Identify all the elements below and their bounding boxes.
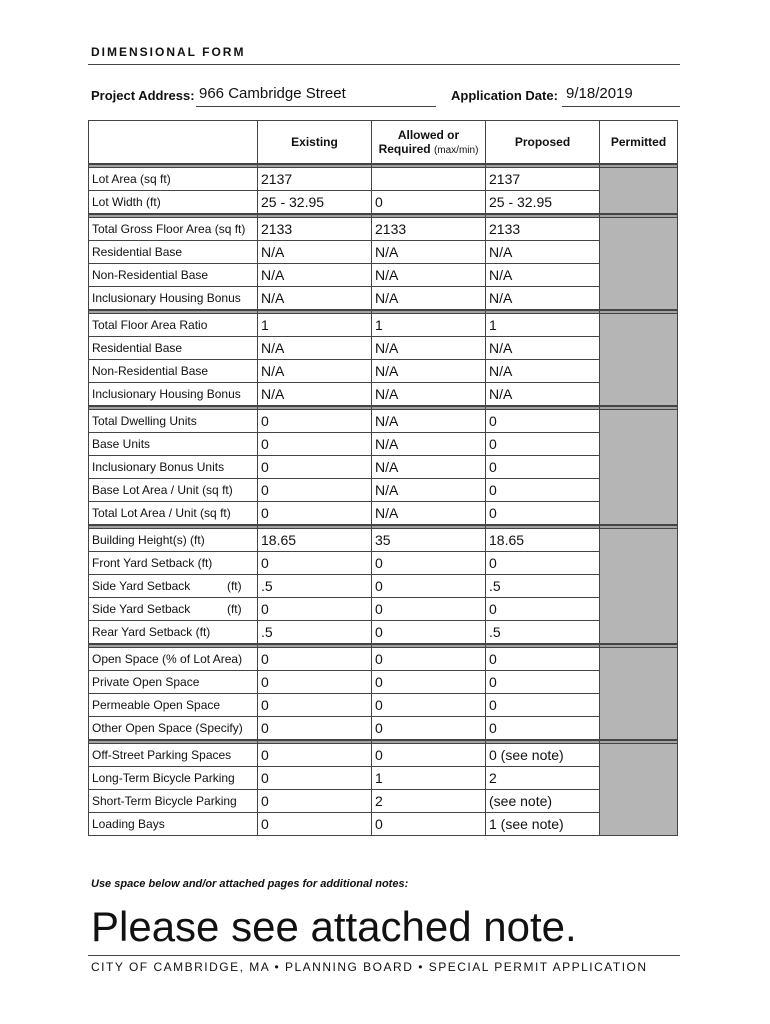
proposed-value[interactable]: 0 [486, 598, 600, 621]
existing-value[interactable]: 0 [258, 671, 372, 694]
proposed-value[interactable]: .5 [486, 575, 600, 598]
existing-value[interactable]: 0 [258, 744, 372, 767]
permitted-cell [600, 218, 678, 310]
row-label: Total Floor Area Ratio [89, 314, 258, 337]
proposed-value[interactable]: N/A [486, 241, 600, 264]
row-label: Front Yard Setback (ft) [89, 552, 258, 575]
table-row [89, 671, 678, 694]
allowed-value[interactable]: N/A [372, 337, 486, 360]
notes-text[interactable]: Please see attached note. [91, 903, 577, 950]
bottom-rule [88, 955, 680, 956]
existing-value[interactable]: 25 - 32.95 [258, 191, 372, 214]
table-row [89, 694, 678, 717]
row-label: Short-Term Bicycle Parking [89, 790, 258, 813]
allowed-column-header [372, 121, 486, 164]
proposed-value[interactable]: (see note) [486, 790, 600, 813]
proposed-value[interactable]: 1 (see note) [486, 813, 600, 836]
blank-header-cell [89, 121, 258, 164]
existing-value[interactable]: N/A [258, 383, 372, 406]
allowed-value[interactable]: 2 [372, 790, 486, 813]
proposed-value[interactable]: 0 [486, 433, 600, 456]
allowed-value[interactable]: N/A [372, 456, 486, 479]
proposed-value[interactable]: N/A [486, 337, 600, 360]
permitted-cell [600, 314, 678, 406]
allowed-value[interactable]: 1 [372, 767, 486, 790]
table-row [89, 241, 678, 264]
allowed-value[interactable]: 0 [372, 575, 486, 598]
existing-value[interactable]: 2137 [258, 168, 372, 191]
existing-value[interactable]: 18.65 [258, 529, 372, 552]
proposed-column-header: Proposed [486, 121, 600, 164]
permitted-cell [600, 410, 678, 525]
existing-value[interactable]: 0 [258, 433, 372, 456]
row-label: Residential Base [89, 337, 258, 360]
row-label: Total Gross Floor Area (sq ft) [89, 218, 258, 241]
project-address-underline [196, 106, 436, 107]
row-label: Side Yard Setback (ft) [89, 598, 258, 621]
table-row [89, 767, 678, 790]
table-row [89, 575, 678, 598]
table-row [89, 552, 678, 575]
row-label: Inclusionary Housing Bonus [89, 287, 258, 310]
permitted-cell [600, 529, 678, 644]
table-row [89, 264, 678, 287]
permitted-cell [600, 168, 678, 214]
table-row [89, 790, 678, 813]
existing-value[interactable]: N/A [258, 241, 372, 264]
row-label: Total Dwelling Units [89, 410, 258, 433]
row-label: Long-Term Bicycle Parking [89, 767, 258, 790]
row-label: Open Space (% of Lot Area) [89, 648, 258, 671]
existing-column-header: Existing [258, 121, 372, 164]
row-label: Non-Residential Base [89, 360, 258, 383]
allowed-value[interactable]: 0 [372, 694, 486, 717]
allowed-value[interactable]: 0 [372, 671, 486, 694]
existing-value[interactable]: .5 [258, 575, 372, 598]
footer-text: CITY OF CAMBRIDGE, MA • PLANNING BOARD • SPECIAL PERMIT APPLICATION [91, 960, 648, 974]
table-row [89, 648, 678, 671]
table-row [89, 598, 678, 621]
proposed-value[interactable]: N/A [486, 287, 600, 310]
table-row [89, 314, 678, 337]
table-row [89, 744, 678, 767]
permitted-cell [600, 744, 678, 836]
allowed-value[interactable]: 0 [372, 813, 486, 836]
existing-value[interactable]: N/A [258, 337, 372, 360]
proposed-value[interactable]: 0 [486, 694, 600, 717]
row-label: Rear Yard Setback (ft) [89, 621, 258, 644]
table-row [89, 287, 678, 310]
proposed-value[interactable]: N/A [486, 360, 600, 383]
form-title: DIMENSIONAL FORM [91, 45, 246, 59]
existing-value[interactable]: 1 [258, 314, 372, 337]
table-row [89, 529, 678, 552]
allowed-value[interactable]: 0 [372, 744, 486, 767]
allowed-value[interactable]: N/A [372, 241, 486, 264]
table-row [89, 191, 678, 214]
table-row [89, 360, 678, 383]
existing-value[interactable]: N/A [258, 264, 372, 287]
existing-value[interactable]: 0 [258, 410, 372, 433]
row-label: Side Yard Setback (ft) [89, 575, 258, 598]
row-label: Off-Street Parking Spaces [89, 744, 258, 767]
existing-value[interactable]: 0 [258, 479, 372, 502]
allowed-header-sub: (max/min) [433, 145, 479, 156]
table-row [89, 813, 678, 836]
existing-value[interactable]: .5 [258, 621, 372, 644]
application-date-underline [562, 106, 680, 107]
allowed-value[interactable]: 0 [372, 552, 486, 575]
allowed-header-line1: Allowed or [397, 128, 460, 142]
table-row [89, 717, 678, 740]
permitted-column-header: Permitted [600, 121, 678, 164]
table-row [89, 456, 678, 479]
existing-value[interactable]: N/A [258, 287, 372, 310]
table-row [89, 218, 678, 241]
existing-value[interactable]: 0 [258, 767, 372, 790]
existing-value[interactable]: 0 [258, 790, 372, 813]
row-label: Base Units [89, 433, 258, 456]
existing-value[interactable]: 0 [258, 717, 372, 740]
allowed-value[interactable]: N/A [372, 264, 486, 287]
existing-value[interactable]: 0 [258, 456, 372, 479]
existing-value[interactable]: 0 [258, 502, 372, 525]
row-label: Other Open Space (Specify) [89, 717, 258, 740]
proposed-value[interactable]: 0 (see note) [486, 744, 600, 767]
dimensional-table [88, 120, 678, 836]
allowed-value[interactable]: 0 [372, 191, 486, 214]
table-row [89, 337, 678, 360]
proposed-value[interactable]: 0 [486, 671, 600, 694]
proposed-value[interactable]: 2 [486, 767, 600, 790]
row-label: Building Height(s) (ft) [89, 529, 258, 552]
allowed-value[interactable]: 0 [372, 621, 486, 644]
existing-value[interactable]: 0 [258, 813, 372, 836]
row-label: Inclusionary Bonus Units [89, 456, 258, 479]
allowed-value[interactable] [372, 168, 486, 191]
proposed-value[interactable]: N/A [486, 264, 600, 287]
row-label: Total Lot Area / Unit (sq ft) [89, 502, 258, 525]
row-label: Residential Base [89, 241, 258, 264]
project-address-field[interactable]: 966 Cambridge Street [199, 85, 346, 102]
table-row [89, 502, 678, 525]
proposed-value[interactable]: 0 [486, 410, 600, 433]
existing-value[interactable]: 2133 [258, 218, 372, 241]
proposed-value[interactable]: N/A [486, 383, 600, 406]
allowed-value[interactable]: 0 [372, 598, 486, 621]
proposed-value[interactable]: 2137 [486, 168, 600, 191]
row-label: Lot Width (ft) [89, 191, 258, 214]
existing-value[interactable]: 0 [258, 552, 372, 575]
proposed-value[interactable]: 18.65 [486, 529, 600, 552]
allowed-value[interactable]: N/A [372, 287, 486, 310]
table-row [89, 383, 678, 406]
table-row [89, 433, 678, 456]
proposed-value[interactable]: 0 [486, 717, 600, 740]
existing-value[interactable]: 0 [258, 694, 372, 717]
row-label: Lot Area (sq ft) [89, 168, 258, 191]
existing-value[interactable]: 0 [258, 648, 372, 671]
proposed-value[interactable]: 0 [486, 648, 600, 671]
allowed-value[interactable]: 0 [372, 717, 486, 740]
table-row [89, 479, 678, 502]
existing-value[interactable]: 0 [258, 598, 372, 621]
allowed-value[interactable]: 2133 [372, 218, 486, 241]
proposed-value[interactable]: 0 [486, 456, 600, 479]
row-label: Non-Residential Base [89, 264, 258, 287]
row-label: Base Lot Area / Unit (sq ft) [89, 479, 258, 502]
allowed-value[interactable]: N/A [372, 410, 486, 433]
proposed-value[interactable]: 0 [486, 552, 600, 575]
application-date-label: Application Date: [451, 88, 558, 103]
row-label: Inclusionary Housing Bonus [89, 383, 258, 406]
existing-value[interactable]: N/A [258, 360, 372, 383]
notes-hint: Use space below and/or attached pages for additional notes: [91, 878, 409, 890]
row-label: Permeable Open Space [89, 694, 258, 717]
table-header-row [89, 121, 678, 164]
application-date-field[interactable]: 9/18/2019 [566, 85, 633, 102]
table-row [89, 621, 678, 644]
permitted-cell [600, 648, 678, 740]
allowed-header-line2: Required [378, 142, 431, 156]
project-address-label: Project Address: [91, 88, 195, 103]
table-row [89, 168, 678, 191]
table-row [89, 410, 678, 433]
proposed-value[interactable]: 0 [486, 502, 600, 525]
allowed-value[interactable]: 1 [372, 314, 486, 337]
top-rule [88, 64, 680, 65]
proposed-value[interactable]: 1 [486, 314, 600, 337]
allowed-value[interactable]: 0 [372, 648, 486, 671]
proposed-value[interactable]: 25 - 32.95 [486, 191, 600, 214]
allowed-value[interactable]: N/A [372, 383, 486, 406]
allowed-value[interactable]: N/A [372, 433, 486, 456]
row-label: Loading Bays [89, 813, 258, 836]
proposed-value[interactable]: 0 [486, 479, 600, 502]
row-label: Private Open Space [89, 671, 258, 694]
proposed-value[interactable]: 2133 [486, 218, 600, 241]
allowed-value[interactable]: N/A [372, 360, 486, 383]
allowed-value[interactable]: N/A [372, 502, 486, 525]
allowed-value[interactable]: 35 [372, 529, 486, 552]
proposed-value[interactable]: .5 [486, 621, 600, 644]
allowed-value[interactable]: N/A [372, 479, 486, 502]
